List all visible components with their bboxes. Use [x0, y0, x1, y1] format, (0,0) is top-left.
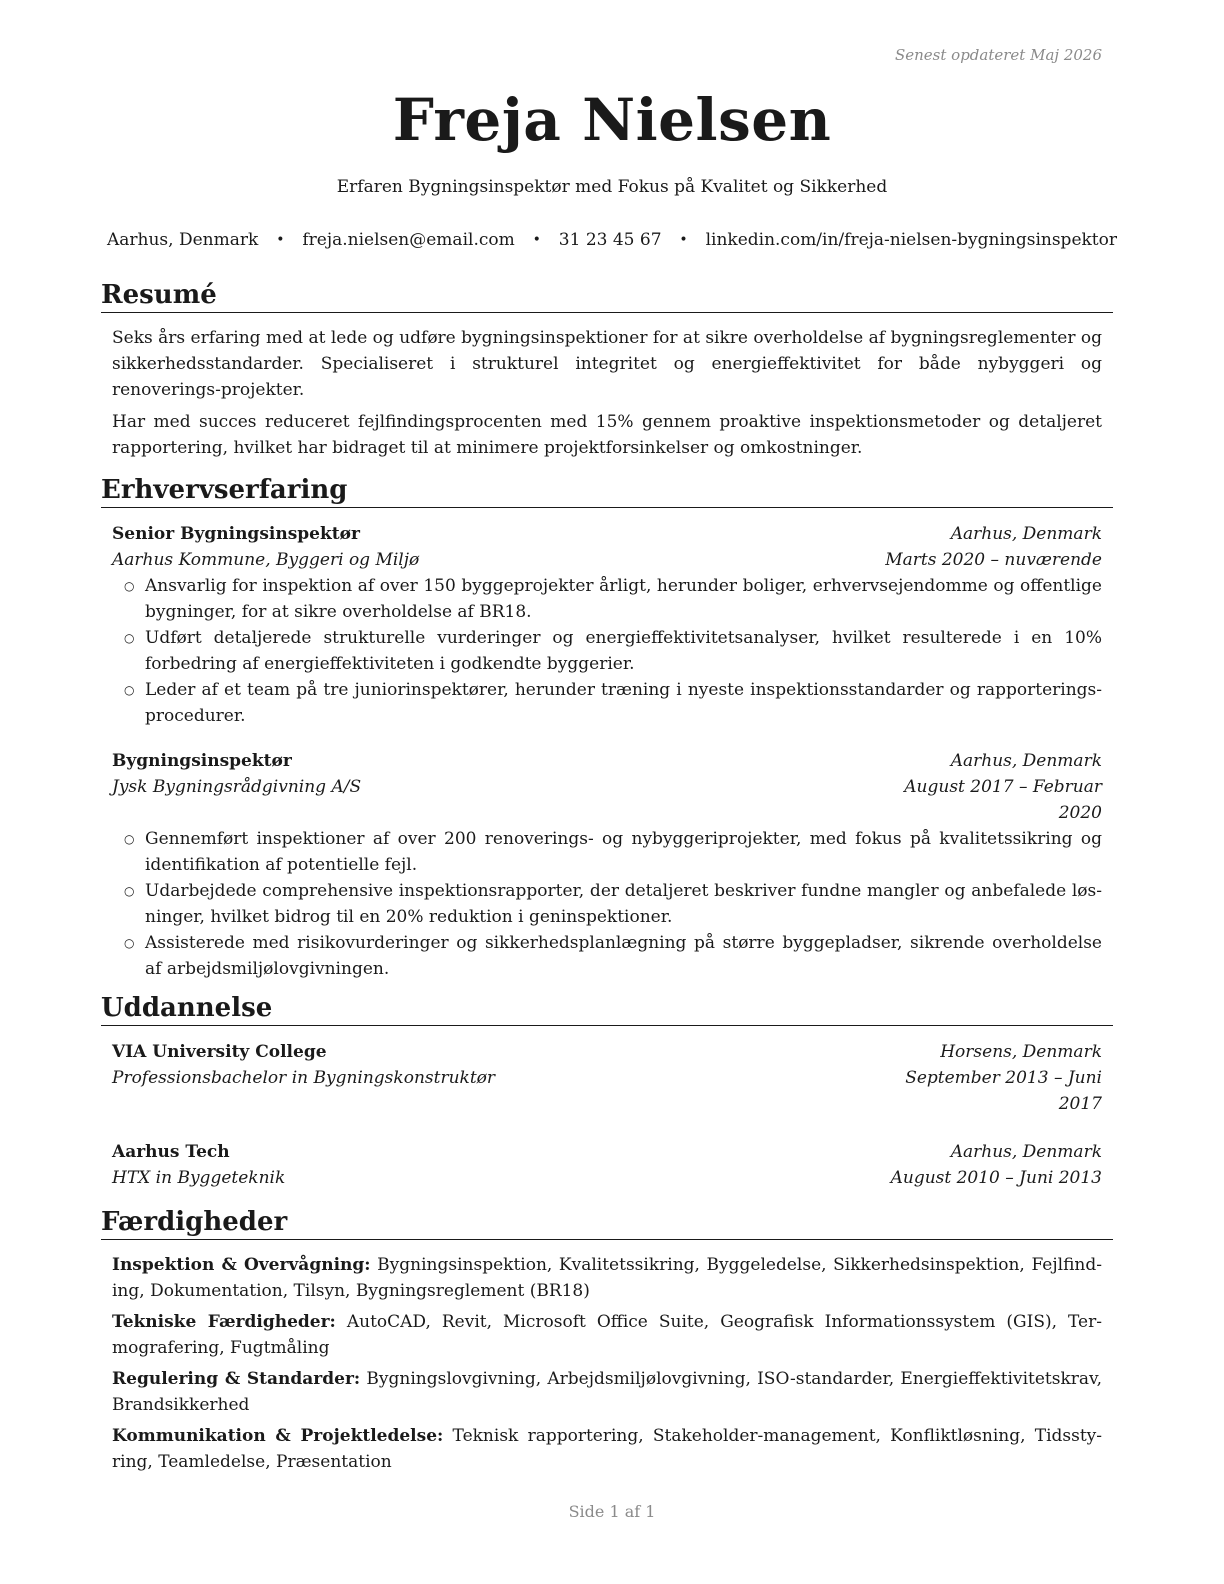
school-name: VIA University College [112, 1042, 327, 1062]
page-number: Side 1 af 1 [568, 1502, 656, 1521]
bullet-marker: ○ [124, 579, 135, 593]
list-item [112, 573, 1102, 625]
separator-dot: • [276, 232, 285, 248]
bullet-marker: ○ [124, 832, 135, 846]
job-role: Senior Bygningsinspektør [112, 524, 360, 544]
contact-location: Aarhus, Denmark [107, 230, 259, 250]
list-item [112, 625, 1102, 677]
skill-label: Inspektion & Overvågning: [112, 1255, 371, 1275]
tagline: Erfaren Bygningsinspektør med Fokus på Kvalitet og Sikkerhed [336, 177, 888, 197]
list-item [112, 677, 1102, 729]
education-entry [112, 1139, 1102, 1191]
job-company: Jysk Bygningsrådgivning A/S [112, 777, 362, 797]
bullet-text: Udarbejdede comprehensive inspektionsrapporter, der detaljeret beskriver fundne mangler og anbefalede løs-ninger, hvilket bidrog til en 20% reduktion i geninspektioner. [145, 881, 1102, 927]
summary-paragraph: Har med succes reduceret fejlfindingsprocenten med 15% gennem proaktive inspektionsmetoder og detaljeret rapportering, hvilket har bidraget til at minimere projektforsinkelser og omkostninger. [112, 412, 1102, 458]
skill-group [112, 1309, 1102, 1361]
education-dates: September 2013 – Juni 2017 [905, 1068, 1102, 1114]
bullet-marker: ○ [124, 884, 135, 898]
job-entry [112, 748, 1102, 982]
bullet-text: Ansvarlig for inspektion af over 150 byggeprojekter årligt, herunder boliger, erhvervsejendomme og offentlige bygninger, for at sikre overholdelse af BR18. [145, 576, 1102, 622]
skill-label: Regulering & Standarder: [112, 1369, 361, 1389]
section-title-skills: Færdigheder [101, 1207, 1113, 1240]
list-item [112, 826, 1102, 878]
job-bullets [112, 826, 1102, 982]
education-dates: August 2010 – Juni 2013 [890, 1168, 1102, 1188]
school-location: Aarhus, Denmark [950, 1142, 1102, 1162]
skill-text: Bygningslovgivning, Arbejdsmiljølovgivning, ISO-standarder, Energieffektivitetskrav, Brandsikkerhed [112, 1369, 1103, 1415]
contact-line [107, 230, 1117, 250]
skill-group [112, 1252, 1102, 1304]
skill-label: Tekniske Færdigheder: [112, 1312, 336, 1332]
job-company: Aarhus Kommune, Byggeri og Miljø [112, 550, 420, 570]
school-location: Horsens, Denmark [940, 1042, 1102, 1062]
list-item [112, 930, 1102, 982]
list-item [112, 878, 1102, 930]
job-bullets [112, 573, 1102, 729]
contact-phone[interactable]: 31 23 45 67 [558, 230, 662, 250]
contact-email[interactable]: freja.nielsen@email.com [302, 230, 515, 250]
bullet-text: Assisterede med risikovurderinger og sikkerhedsplanlægning på større byggepladser, sikrende overholdelse af arbejdsmiljølovgivningen. [145, 933, 1102, 979]
skill-text: AutoCAD, Revit, Microsoft Office Suite, Geografisk Informationssystem (GIS), Ter-mografering, Fugtmåling [112, 1312, 1102, 1358]
skill-group [112, 1366, 1102, 1418]
job-entry [112, 521, 1102, 729]
summary-block [112, 325, 1102, 467]
skill-label: Kommunikation & Projektledelse: [112, 1426, 444, 1446]
job-role: Bygningsinspektør [112, 751, 292, 771]
section-title-education: Uddannelse [101, 993, 1113, 1026]
summary-paragraph: Seks års erfaring med at lede og udføre bygningsinspektioner for at sikre overholdelse af bygningsreglementer og sikkerhedsstandarder. Specialiseret i strukturel integritet og energieffektivitet for både nybyggeri og renoverings-projekter. [112, 328, 1102, 400]
school-name: Aarhus Tech [112, 1142, 230, 1162]
last-updated: Senest opdateret Maj 2026 [894, 46, 1102, 64]
bullet-marker: ○ [124, 631, 135, 645]
skills-block [112, 1252, 1102, 1480]
degree: Professionsbachelor in Bygningskonstruktør [112, 1068, 496, 1088]
bullet-marker: ○ [124, 936, 135, 950]
bullet-text: Gennemført inspektioner af over 200 renoverings- og nybyggeriprojekter, med fokus på kvalitetssikring og identifikation af potentielle fejl. [145, 829, 1102, 875]
skill-text: Bygningsinspektion, Kvalitetssikring, Byggeledelse, Sikkerhedsinspektion, Fejlfind-ing, Dokumentation, Tilsyn, Bygningsreglement (BR18) [112, 1255, 1102, 1301]
separator-dot: • [532, 232, 541, 248]
contact-linkedin[interactable]: linkedin.com/in/freja-nielsen-bygningsinspektor [705, 230, 1117, 250]
education-entry [112, 1039, 1102, 1117]
separator-dot: • [679, 232, 688, 248]
candidate-name: Freja Nielsen [392, 86, 832, 154]
job-dates: Marts 2020 – nuværende [885, 550, 1102, 570]
job-location: Aarhus, Denmark [950, 751, 1102, 771]
section-title-experience: Erhvervserfaring [101, 475, 1113, 508]
job-location: Aarhus, Denmark [950, 524, 1102, 544]
degree: HTX in Byggeteknik [112, 1168, 286, 1188]
skill-text: Teknisk rapportering, Stakeholder-management, Konfliktløsning, Tidssty-ring, Teamledelse, Præsentation [112, 1426, 1103, 1472]
skill-group [112, 1423, 1102, 1475]
job-dates: August 2017 – Februar 2020 [904, 777, 1102, 823]
bullet-marker: ○ [124, 683, 135, 697]
section-title-summary: Resumé [101, 280, 1113, 313]
bullet-text: Leder af et team på tre juniorinspektører, herunder træning i nyeste inspektionsstandarder og rapporterings-procedurer. [145, 680, 1102, 726]
bullet-text: Udført detaljerede strukturelle vurderinger og energieffektivitetsanalyser, hvilket resulterede i en 10% forbedring af energieffektiviteten i godkendte byggerier. [145, 628, 1102, 674]
